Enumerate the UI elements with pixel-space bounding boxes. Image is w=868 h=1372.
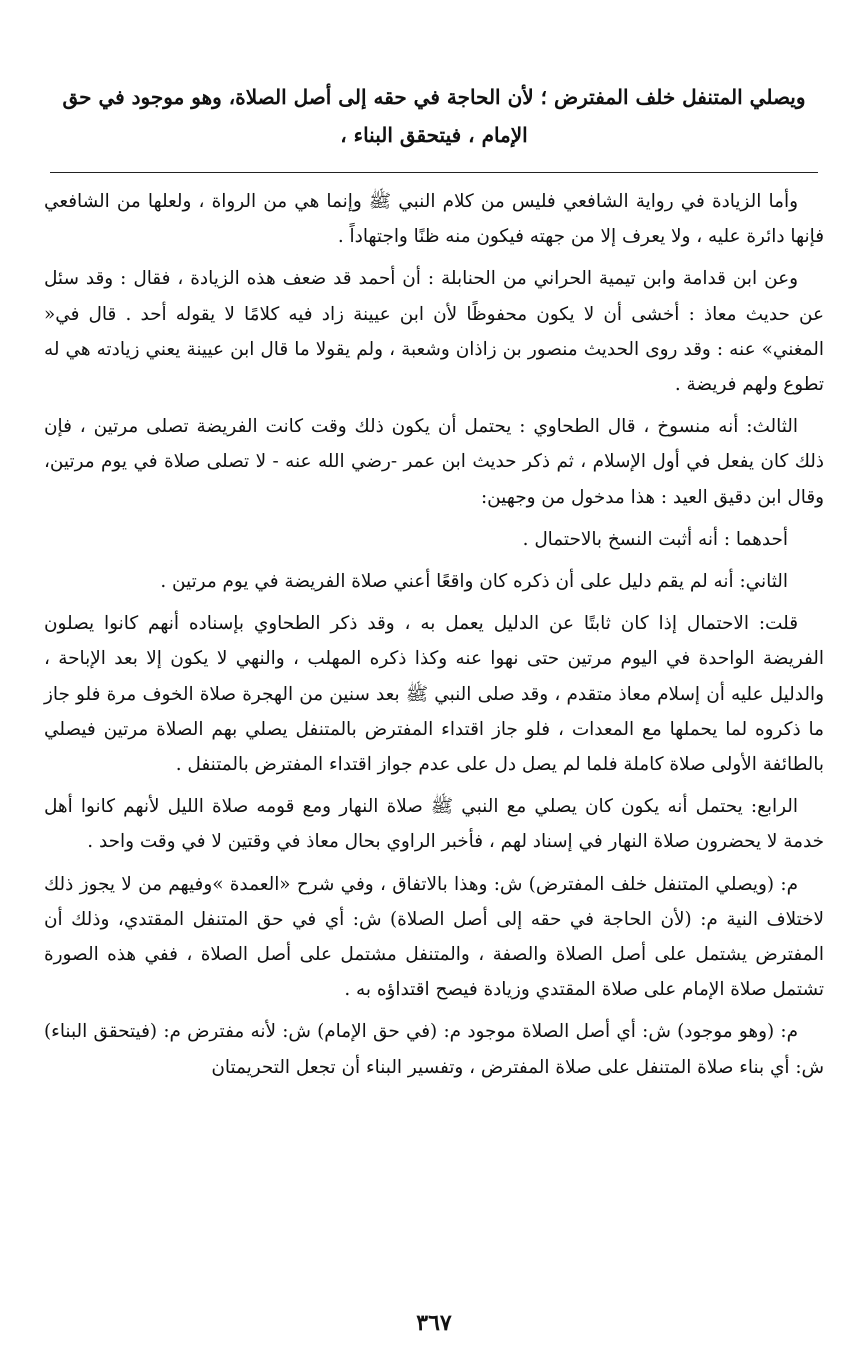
- paragraph: قلت: الاحتمال إذا كان ثابتًا عن الدليل يعمل به ، وقد ذكر الطحاوي بإسناده أنهم كانوا يصلون الفريضة الواحدة في اليوم مرتين حتى نهوا عنه وكذا ذكره المهلب ، والنهي لا يكون إلا بعد الإباحة ، والدليل عليه أن إسلام معاذ متقدم ، وقد صلى النبي ﷺ بعد سنين من الهجرة صلاة الخوف مرة فلو جاز ما ذكروه لما يحملها مع المعدات ، فلو جاز اقتداء المفترض بالمتنفل يصلي بهم الصلاة مرتين فيصلي بالطائفة الأولى صلاة كاملة فلما لم يصل دل على عدم جواز اقتداء المفترض بالمتنفل .: [44, 613, 824, 776]
- paragraph: وعن ابن قدامة وابن تيمية الحراني من الحنابلة : أن أحمد قد ضعف هذه الزيادة ، فقال : وقد سئل عن حديث معاذ : أخشى أن لا يكون محفوظًا لأن ابن عيينة زاد فيه كلامًا لا يقوله أحد . قال في« المغني» عنه : وقد روى الحديث منصور بن زاذان وشعبة ، ولم يقولا ما قال ابن عيينة يعني زيادته هي له تطوع ولهم فريضة .: [44, 268, 824, 396]
- page-number: ٣٦٧: [416, 1310, 452, 1336]
- paragraph: الثالث: أنه منسوخ ، قال الطحاوي : يحتمل أن يكون ذلك وقت كانت الفريضة تصلى مرتين ، فإن ذلك كان يفعل في أول الإسلام ، ثم ذكر حديث ابن عمر -رضي الله عنه - لا تصلى صلاة في يوم مرتين، وقال ابن دقيق العيد : هذا مدخول من وجهين:: [44, 416, 824, 508]
- paragraph: م: (ويصلي المتنفل خلف المفترض) ش: وهذا بالاتفاق ، وفي شرح «العمدة »وفيهم من لا يجوز ذلك لاختلاف النية م: (لأن الحاجة في حقه إلى أصل الصلاة) ش: أي في حق المتنفل المقتدي، وذلك أن المفترض يشتمل على أصل الصلاة والصفة ، والمتنفل مشتمل على أصل الصلاة ، ففي هذه الصورة تشتمل صلاة الإمام على صلاة المقتدي وزيادة فيصح اقتداؤه به .: [44, 873, 824, 1001]
- paragraph: أحدهما : أنه أثبت النسخ بالاحتمال .: [522, 528, 788, 550]
- paragraph: الرابع: يحتمل أنه يكون كان يصلي مع النبي ﷺ صلاة النهار ومع قومه صلاة الليل لأنهم كانوا أهل خدمة لا يحضرون صلاة النهار في إسناد لهم ، فأخبر الراوي بحال معاذ في وقتين لا في وقت واحد .: [44, 796, 824, 853]
- paragraph: م: (وهو موجود) ش: أي أصل الصلاة موجود م: (في حق الإمام) ش: لأنه مفترض م: (فيتحقق البناء) ش: أي بناء صلاة المتنفل على صلاة المفترض ، وتفسير البناء أن تجعل التحريمتان: [44, 1021, 824, 1078]
- matn-text: ويصلي المتنفل خلف المفترض ؛ لأن الحاجة في حقه إلى أصل الصلاة، وهو موجود في حق الإمام ، فيتحقق البناء ،: [62, 85, 806, 147]
- footnote-divider: [50, 172, 818, 173]
- commentary-section: [44, 184, 824, 1092]
- paragraph: وأما الزيادة في رواية الشافعي فليس من كلام النبي ﷺ وإنما هي من الرواة ، ولعلها من الشافعي فإنها دائرة عليه ، ولا يعرف إلا من جهته فيكون منه ظنًا واجتهاداً .: [44, 191, 824, 248]
- paragraph: الثاني: أنه لم يقم دليل على أن ذكره كان واقعًا أعني صلاة الفريضة في يوم مرتين .: [160, 571, 788, 593]
